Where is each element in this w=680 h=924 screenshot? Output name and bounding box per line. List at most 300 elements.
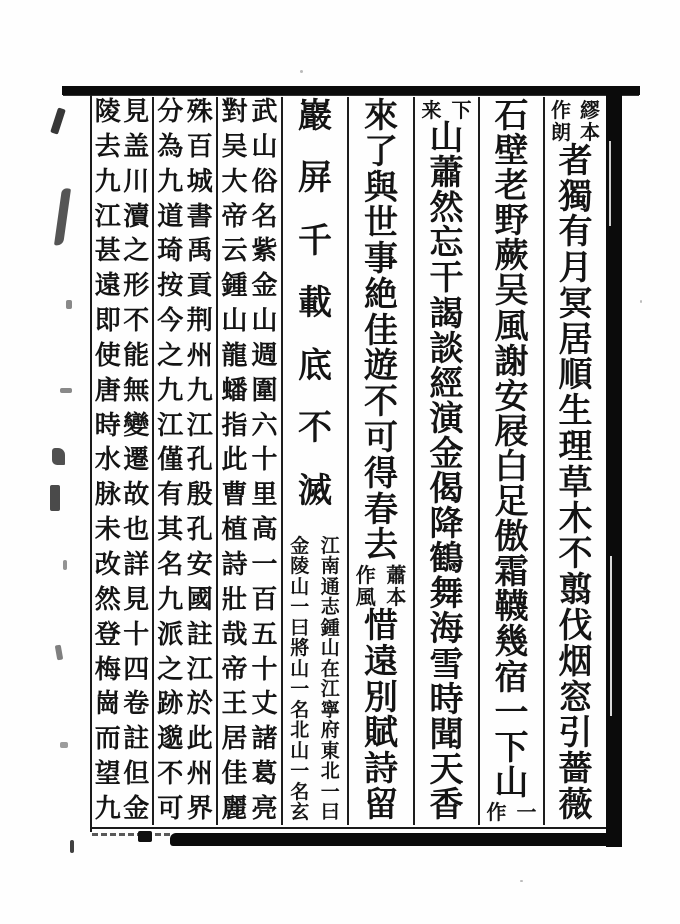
- main-text-glyph: 足: [494, 482, 529, 523]
- note-glyph: 里: [251, 480, 278, 511]
- note-glyph: 見: [123, 584, 150, 615]
- note-glyph: 壯: [221, 584, 248, 615]
- interlinear-note: [218, 99, 281, 823]
- main-text-glyph: 載: [298, 283, 332, 324]
- note-glyph: 居: [221, 724, 248, 755]
- note-glyph: 云: [221, 236, 248, 267]
- main-text-glyph: 安: [494, 376, 529, 417]
- note-glyph: 遷: [123, 445, 150, 476]
- note-subcolumn: [220, 99, 249, 823]
- note-glyph: 九: [94, 793, 121, 824]
- main-text-glyph: 薇: [558, 784, 593, 825]
- note-glyph: 繆: [580, 98, 601, 122]
- main-text-glyph: 雪: [429, 644, 464, 685]
- main-text-glyph: 偈: [429, 469, 464, 510]
- main-text-glyph: 忘: [429, 223, 464, 264]
- note-glyph: 一: [290, 760, 310, 783]
- paper-speck: [300, 70, 303, 73]
- note-glyph: 一: [516, 799, 537, 824]
- note-glyph: 其: [157, 515, 184, 546]
- note-glyph: 時: [94, 410, 121, 441]
- frame-bottom-broken-line: [92, 833, 170, 836]
- note-glyph: 殊: [186, 97, 213, 127]
- note-glyph: 卷: [123, 689, 150, 720]
- note-glyph: 不: [123, 306, 150, 337]
- main-text-glyph: 談: [429, 328, 464, 369]
- main-text-glyph: 不: [364, 382, 398, 423]
- note-glyph: 金: [290, 534, 310, 557]
- main-text-glyph: 經: [429, 363, 464, 404]
- note-glyph: 風: [355, 585, 376, 610]
- note-glyph: 植: [221, 515, 248, 546]
- note-glyph: 邈: [157, 724, 184, 755]
- main-text-glyph: 得: [364, 453, 398, 494]
- note-glyph: 見: [123, 97, 150, 127]
- main-text-glyph: 金: [429, 433, 464, 474]
- note-subcolumn: [156, 99, 185, 823]
- note-glyph: 今: [157, 306, 184, 337]
- main-text-glyph: 下: [494, 727, 529, 768]
- note-glyph: 高: [251, 515, 278, 546]
- interlinear-note: [154, 99, 216, 823]
- note-glyph: 水: [94, 445, 121, 476]
- text-column-7: [152, 97, 216, 825]
- text-column-3: [413, 97, 478, 825]
- note-glyph: 脉: [94, 480, 121, 511]
- note-glyph: 荆: [186, 306, 213, 337]
- frame-right-border: [606, 86, 622, 847]
- main-text-glyph: 幾: [494, 622, 529, 663]
- note-glyph: 改: [94, 549, 121, 580]
- note-glyph: 百: [186, 131, 213, 162]
- text-column-1: [543, 97, 606, 825]
- main-text-glyph: 去: [364, 525, 398, 566]
- note-glyph: 即: [94, 306, 121, 337]
- main-text-glyph: 伐: [558, 605, 593, 646]
- main-text-glyph: 巖: [298, 96, 332, 136]
- note-glyph: 陵: [290, 555, 310, 578]
- main-text-glyph: 石: [494, 96, 529, 136]
- main-text-glyph: 月: [558, 248, 593, 289]
- note-glyph: 能: [123, 340, 150, 371]
- note-glyph: 國: [186, 584, 213, 615]
- note-glyph: 山: [251, 131, 278, 162]
- note-subcolumn: [186, 99, 215, 823]
- main-text-glyph: 聞: [429, 714, 464, 755]
- main-text-glyph: 底: [298, 345, 332, 386]
- main-text-glyph: 干: [429, 258, 464, 299]
- note-glyph: 然: [94, 584, 121, 615]
- note-glyph: 哉: [221, 619, 248, 650]
- main-text-glyph: 惜: [364, 605, 398, 646]
- note-glyph: 註: [186, 619, 213, 650]
- interlinear-note: [349, 564, 413, 608]
- note-glyph: 州: [186, 759, 213, 790]
- note-glyph: 僅: [157, 445, 184, 476]
- main-text-glyph: 香: [429, 784, 464, 825]
- interlinear-note: [545, 99, 606, 143]
- note-glyph: 禹: [186, 236, 213, 267]
- note-subcolumn: [382, 564, 411, 608]
- ink-smudge: [52, 448, 65, 465]
- note-glyph: 本: [580, 120, 601, 144]
- main-text-glyph: 降: [429, 504, 464, 545]
- main-text-glyph: 然: [429, 188, 464, 229]
- note-glyph: 之: [157, 340, 184, 371]
- main-text-glyph: 順: [558, 355, 593, 396]
- note-glyph: 一: [251, 549, 278, 580]
- note-glyph: 鍾: [221, 271, 248, 302]
- note-glyph: 孔: [186, 445, 213, 476]
- note-glyph: 也: [123, 515, 150, 546]
- main-text-glyph: 獨: [558, 176, 593, 217]
- note-glyph: 鍾: [320, 616, 340, 639]
- note-glyph: 但: [123, 759, 150, 790]
- note-glyph: 瀆: [123, 201, 150, 232]
- note-subcolumn: [250, 99, 279, 823]
- main-text-glyph: 生: [558, 391, 593, 432]
- main-text-glyph: 草: [558, 462, 593, 503]
- note-glyph: 指: [221, 410, 248, 441]
- main-text-glyph: 烟: [558, 641, 593, 682]
- note-glyph: 在: [320, 657, 340, 680]
- note-glyph: 之: [123, 236, 150, 267]
- note-glyph: 九: [94, 166, 121, 197]
- note-glyph: 望: [94, 759, 121, 790]
- note-glyph: 佳: [221, 759, 248, 790]
- main-text-glyph: 世: [364, 203, 398, 244]
- note-glyph: 来: [421, 98, 442, 122]
- main-text-glyph: 滅: [298, 470, 332, 511]
- main-text-glyph: 鶴: [429, 539, 464, 580]
- note-glyph: 十: [251, 654, 278, 685]
- note-glyph: 玄: [290, 801, 310, 824]
- main-text-glyph: 引: [558, 713, 593, 754]
- text-column-2: [478, 97, 543, 825]
- main-text-glyph: 翦: [558, 570, 593, 611]
- note-glyph: 寧: [320, 698, 340, 721]
- text-block: [92, 97, 606, 825]
- main-text-glyph: 老: [494, 166, 529, 207]
- main-text-glyph: 蕨: [494, 236, 529, 277]
- note-glyph: 府: [320, 719, 340, 742]
- paper-speck: [640, 300, 642, 303]
- note-glyph: 帝: [221, 201, 248, 232]
- note-glyph: 詳: [123, 549, 150, 580]
- note-glyph: 此: [221, 445, 248, 476]
- main-text-glyph: 蕭: [429, 153, 464, 194]
- ink-smudge: [50, 107, 66, 134]
- main-text-glyph: 舞: [429, 574, 464, 615]
- note-glyph: 九: [157, 166, 184, 197]
- note-glyph: 諸: [251, 724, 278, 755]
- note-glyph: 俗: [251, 166, 278, 197]
- note-glyph: 分: [157, 97, 184, 127]
- main-text-glyph: 千: [298, 220, 332, 261]
- ink-smudge: [60, 388, 72, 393]
- note-glyph: 登: [94, 619, 121, 650]
- ink-smudge: [55, 645, 64, 661]
- note-glyph: 六: [251, 410, 278, 441]
- note-subcolumn: [576, 99, 604, 143]
- note-glyph: 曰: [320, 801, 340, 824]
- note-glyph: 曰: [290, 616, 310, 639]
- ink-smudge: [70, 840, 74, 853]
- note-glyph: 山: [290, 575, 310, 598]
- note-glyph: 山: [251, 306, 278, 337]
- paper-speck: [520, 880, 523, 882]
- note-glyph: 貢: [186, 271, 213, 302]
- main-text-glyph: 屐: [494, 411, 529, 452]
- main-text-glyph: 演: [429, 398, 464, 439]
- text-column-4: [347, 97, 413, 825]
- main-text-glyph: 窓: [558, 677, 593, 718]
- note-glyph: 金: [123, 793, 150, 824]
- note-glyph: 一: [290, 678, 310, 701]
- note-glyph: 殷: [186, 480, 213, 511]
- ink-smudge: [50, 485, 60, 511]
- main-text-glyph: 霜: [494, 552, 529, 593]
- main-text-glyph: 山: [494, 762, 529, 803]
- note-glyph: 對: [221, 97, 248, 127]
- note-glyph: 一: [290, 596, 310, 619]
- note-glyph: 孔: [186, 515, 213, 546]
- note-subcolumn: [547, 99, 575, 143]
- note-glyph: 甚: [94, 236, 121, 267]
- note-glyph: 有: [157, 480, 184, 511]
- note-glyph: 龍: [221, 340, 248, 371]
- note-glyph: 北: [290, 719, 310, 742]
- note-glyph: 名: [251, 201, 278, 232]
- note-glyph: 九: [186, 375, 213, 406]
- note-glyph: 陵: [94, 97, 121, 127]
- note-glyph: 九: [157, 375, 184, 406]
- main-text-glyph: 宿: [494, 657, 529, 698]
- note-glyph: 十: [251, 445, 278, 476]
- main-text-glyph: 風: [494, 306, 529, 347]
- interlinear-note: [283, 536, 347, 823]
- note-glyph: 形: [123, 271, 150, 302]
- main-text-glyph: 遊: [364, 346, 398, 387]
- note-glyph: 跡: [157, 689, 184, 720]
- note-glyph: 葛: [251, 759, 278, 790]
- note-subcolumn: [482, 801, 511, 823]
- note-glyph: 未: [94, 515, 121, 546]
- frame-top-border: [62, 86, 640, 95]
- main-text-glyph: 有: [558, 212, 593, 253]
- note-glyph: 週: [251, 340, 278, 371]
- frame-bottom-inner-line: [92, 827, 606, 829]
- main-text-glyph: 韈: [494, 587, 529, 628]
- border-crack: [609, 141, 611, 226]
- main-text-glyph: 別: [364, 677, 398, 718]
- note-glyph: 江: [320, 678, 340, 701]
- note-glyph: 金: [251, 271, 278, 302]
- note-glyph: 去: [94, 131, 121, 162]
- ink-smudge: [54, 188, 71, 247]
- note-glyph: 可: [157, 793, 184, 824]
- text-column-8: [92, 97, 152, 825]
- note-glyph: 東: [320, 739, 340, 762]
- note-glyph: 作: [486, 799, 507, 824]
- note-glyph: 註: [123, 724, 150, 755]
- main-text-glyph: 絶: [364, 274, 398, 315]
- main-text-glyph: 留: [364, 784, 398, 825]
- note-glyph: 丈: [251, 689, 278, 720]
- text-column-6: [216, 97, 281, 825]
- main-text-glyph: 遠: [364, 641, 398, 682]
- interlinear-note: [480, 801, 543, 823]
- note-glyph: 吴: [221, 131, 248, 162]
- main-text-glyph: 野: [494, 201, 529, 242]
- note-glyph: 琦: [157, 236, 184, 267]
- ink-smudge: [60, 742, 68, 748]
- note-subcolumn: [351, 564, 380, 608]
- note-glyph: 川: [123, 166, 150, 197]
- note-glyph: 作: [550, 98, 571, 122]
- note-glyph: 王: [221, 689, 248, 720]
- main-text-glyph: 白: [494, 446, 529, 487]
- note-glyph: 山: [290, 739, 310, 762]
- ink-smudge: [63, 560, 67, 570]
- main-text-glyph: 賦: [364, 713, 398, 754]
- note-glyph: 於: [186, 689, 213, 720]
- note-glyph: 五: [251, 619, 278, 650]
- note-subcolumn: [94, 99, 122, 823]
- note-glyph: 北: [320, 760, 340, 783]
- main-text-glyph: 吴: [494, 271, 529, 312]
- note-glyph: 武: [251, 97, 278, 127]
- note-glyph: 朗: [550, 120, 571, 144]
- note-glyph: 遠: [94, 271, 121, 302]
- note-glyph: 江: [186, 654, 213, 685]
- note-glyph: 名: [157, 549, 184, 580]
- main-text-glyph: 屏: [298, 158, 332, 199]
- main-text-glyph: 一: [494, 692, 529, 733]
- note-subcolumn: [123, 99, 151, 823]
- note-glyph: 城: [186, 166, 213, 197]
- note-glyph: 一: [320, 780, 340, 803]
- text-column-5: [281, 97, 347, 825]
- note-glyph: 為: [157, 131, 184, 162]
- main-text-glyph: 壁: [494, 131, 529, 172]
- note-glyph: 本: [386, 585, 407, 610]
- note-glyph: 使: [94, 340, 121, 371]
- note-glyph: 麗: [221, 793, 248, 824]
- note-glyph: 盖: [123, 131, 150, 162]
- main-text-glyph: 理: [558, 427, 593, 468]
- note-glyph: 作: [355, 563, 376, 588]
- main-text-glyph: 不: [298, 408, 332, 449]
- note-glyph: 名: [290, 698, 310, 721]
- note-glyph: 按: [157, 271, 184, 302]
- main-text-glyph: 不: [558, 534, 593, 575]
- main-text-glyph: 者: [558, 140, 593, 181]
- note-glyph: 安: [186, 549, 213, 580]
- main-text-glyph: 謁: [429, 293, 464, 334]
- note-subcolumn: [316, 536, 345, 823]
- main-text-glyph: 了: [364, 131, 398, 172]
- main-text-glyph: 春: [364, 489, 398, 530]
- note-glyph: 無: [123, 375, 150, 406]
- ink-blob: [138, 831, 152, 842]
- note-glyph: 帝: [221, 654, 248, 685]
- main-text-glyph: 來: [364, 96, 398, 136]
- main-text-glyph: 木: [558, 498, 593, 539]
- note-glyph: 大: [221, 166, 248, 197]
- note-glyph: 山: [320, 637, 340, 660]
- note-glyph: 圍: [251, 375, 278, 406]
- main-text-glyph: 海: [429, 609, 464, 650]
- border-crack: [610, 556, 612, 716]
- note-glyph: 名: [290, 780, 310, 803]
- note-glyph: 道: [157, 201, 184, 232]
- note-glyph: 界: [186, 793, 213, 824]
- ink-smudge: [66, 300, 72, 309]
- note-glyph: 變: [123, 410, 150, 441]
- note-glyph: 通: [320, 575, 340, 598]
- main-text-glyph: 詩: [364, 749, 398, 790]
- main-text-glyph: 山: [429, 118, 464, 159]
- main-text-glyph: 居: [558, 319, 593, 360]
- main-text-glyph: 與: [364, 167, 398, 208]
- note-glyph: 崗: [94, 689, 121, 720]
- main-text-glyph: 天: [429, 749, 464, 790]
- main-text-glyph: 事: [364, 239, 398, 280]
- main-text-glyph: 謝: [494, 341, 529, 382]
- main-text-glyph: 薔: [558, 749, 593, 790]
- note-glyph: 州: [186, 340, 213, 371]
- note-glyph: 詩: [221, 549, 248, 580]
- note-glyph: 紫: [251, 236, 278, 267]
- note-glyph: 下: [451, 98, 472, 122]
- main-text-glyph: 佳: [364, 310, 398, 351]
- note-glyph: 之: [157, 654, 184, 685]
- note-glyph: 志: [320, 596, 340, 619]
- note-glyph: 蕭: [386, 563, 407, 588]
- note-glyph: 十: [123, 619, 150, 650]
- note-glyph: 四: [123, 654, 150, 685]
- note-glyph: 山: [221, 306, 248, 337]
- note-glyph: 派: [157, 619, 184, 650]
- note-glyph: 書: [186, 201, 213, 232]
- note-glyph: 江: [157, 410, 184, 441]
- note-glyph: 此: [186, 724, 213, 755]
- note-glyph: 九: [157, 584, 184, 615]
- note-subcolumn: [512, 801, 541, 823]
- note-glyph: 山: [290, 657, 310, 680]
- note-glyph: 蟠: [221, 375, 248, 406]
- note-glyph: 江: [320, 534, 340, 557]
- note-glyph: 百: [251, 584, 278, 615]
- note-glyph: 唐: [94, 375, 121, 406]
- note-glyph: 亮: [251, 793, 278, 824]
- main-text-glyph: 時: [429, 679, 464, 720]
- note-glyph: 不: [157, 759, 184, 790]
- note-glyph: 江: [94, 201, 121, 232]
- note-glyph: 南: [320, 555, 340, 578]
- main-text-glyph: 傲: [494, 517, 529, 558]
- note-glyph: 江: [186, 410, 213, 441]
- note-glyph: 而: [94, 724, 121, 755]
- main-text-glyph: 冥: [558, 283, 593, 324]
- note-subcolumn: [285, 536, 314, 823]
- note-glyph: 故: [123, 480, 150, 511]
- frame-bottom-border: [170, 833, 622, 846]
- interlinear-note: [92, 99, 152, 823]
- note-glyph: 將: [290, 637, 310, 660]
- main-text-glyph: 可: [364, 418, 398, 459]
